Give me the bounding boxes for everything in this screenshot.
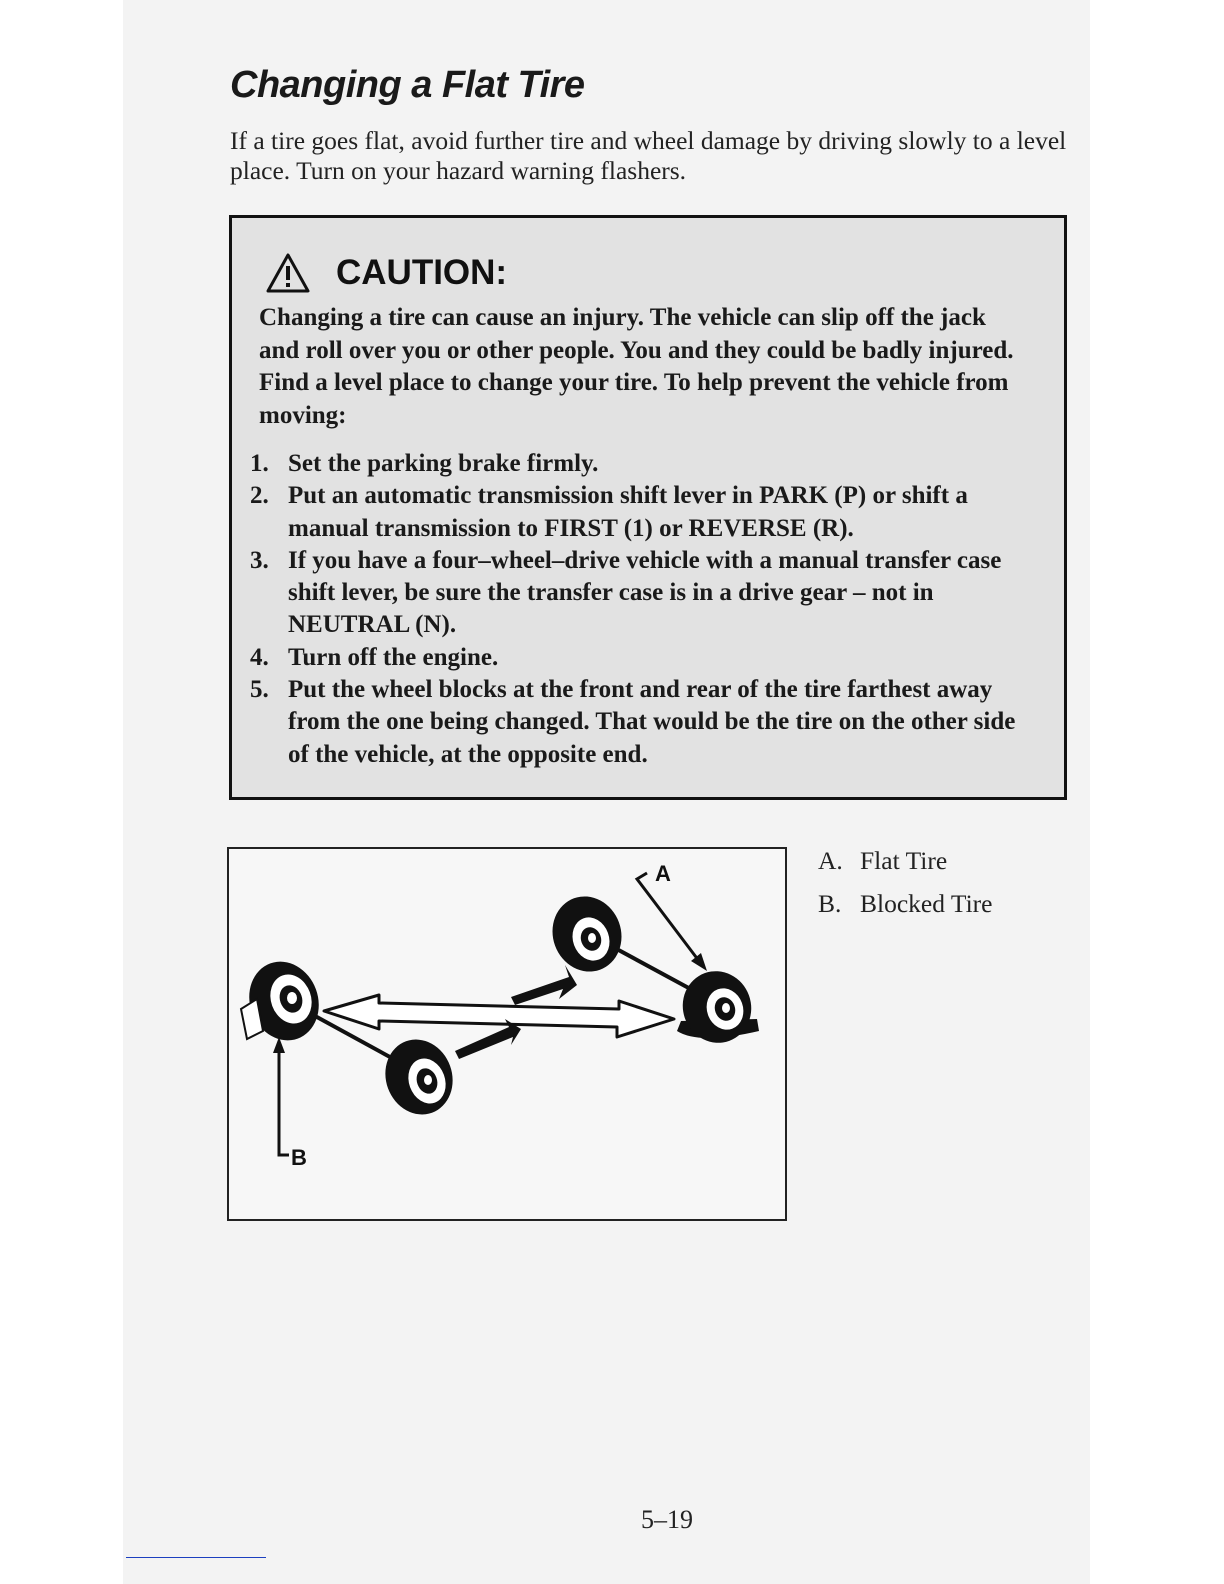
forward-arrow [511,965,577,1005]
footer-rule [126,1557,266,1558]
legend-key: A. [818,846,843,875]
callout-b-pointer [273,1037,289,1155]
warning-triangle-icon [266,252,310,294]
caution-box [229,215,1067,800]
callout-a-pointer [637,873,707,971]
flat-tire-icon [673,962,762,1053]
step-number: 2. [250,482,269,510]
caution-steps [250,448,1040,771]
list-item [250,545,1040,642]
legend-item [818,843,992,886]
caution-text: Changing a tire can cause an injury. The vehicle can slip off the jack and roll over you or other people. You and they could be badly injured. Find a level place to change your tire. To help prevent the vehicle from moving: [259,304,1014,429]
callout-a-label: A [655,861,671,886]
step-number: 5. [250,676,269,704]
step-number: 4. [250,643,269,671]
step-text: Put an automatic transmission shift lever in PARK (P) or shift a manual transmission to FIRST (1) or REVERSE (R). [288,482,968,542]
wheel-blocking-diagram [227,847,787,1221]
figure-legend [818,843,992,929]
step-text: Turn off the engine. [288,643,499,671]
page-title: Changing a Flat Tire [230,64,585,106]
step-text: If you have a four–wheel–drive vehicle with a manual transfer case shift lever, be sure the transfer case is in a drive gear – not in NEUTRAL (N). [288,546,1002,639]
list-item [250,674,1040,771]
caution-heading: CAUTION: [336,253,508,292]
caution-header [266,248,507,298]
callout-b-label: B [291,1145,307,1170]
rear-left-tire-icon [542,887,632,982]
step-text: Put the wheel blocks at the front and rear of the tire farthest away from the one being changed. That would be the tire on the other side of the vehicle, at the opposite end. [288,676,1016,768]
diagonal-double-arrow [324,995,674,1037]
list-item [250,642,1040,674]
legend-key: B. [818,889,842,918]
step-number: 1. [250,450,269,477]
step-text: Set the parking brake firmly. [288,450,599,477]
legend-text: Flat Tire [860,846,948,875]
blocked-tire-icon [238,952,329,1050]
list-item [250,480,1040,545]
intro-paragraph: If a tire goes flat, avoid further tire and wheel damage by driving slowly to a level place. Turn on your hazard warning flashers. [230,126,1067,185]
list-item [250,448,1040,480]
step-number: 3. [250,546,269,574]
legend-text: Blocked Tire [860,889,993,918]
page-number: 5–19 [641,1505,693,1534]
front-right-tire-icon [375,1030,463,1124]
legend-item [818,886,992,929]
